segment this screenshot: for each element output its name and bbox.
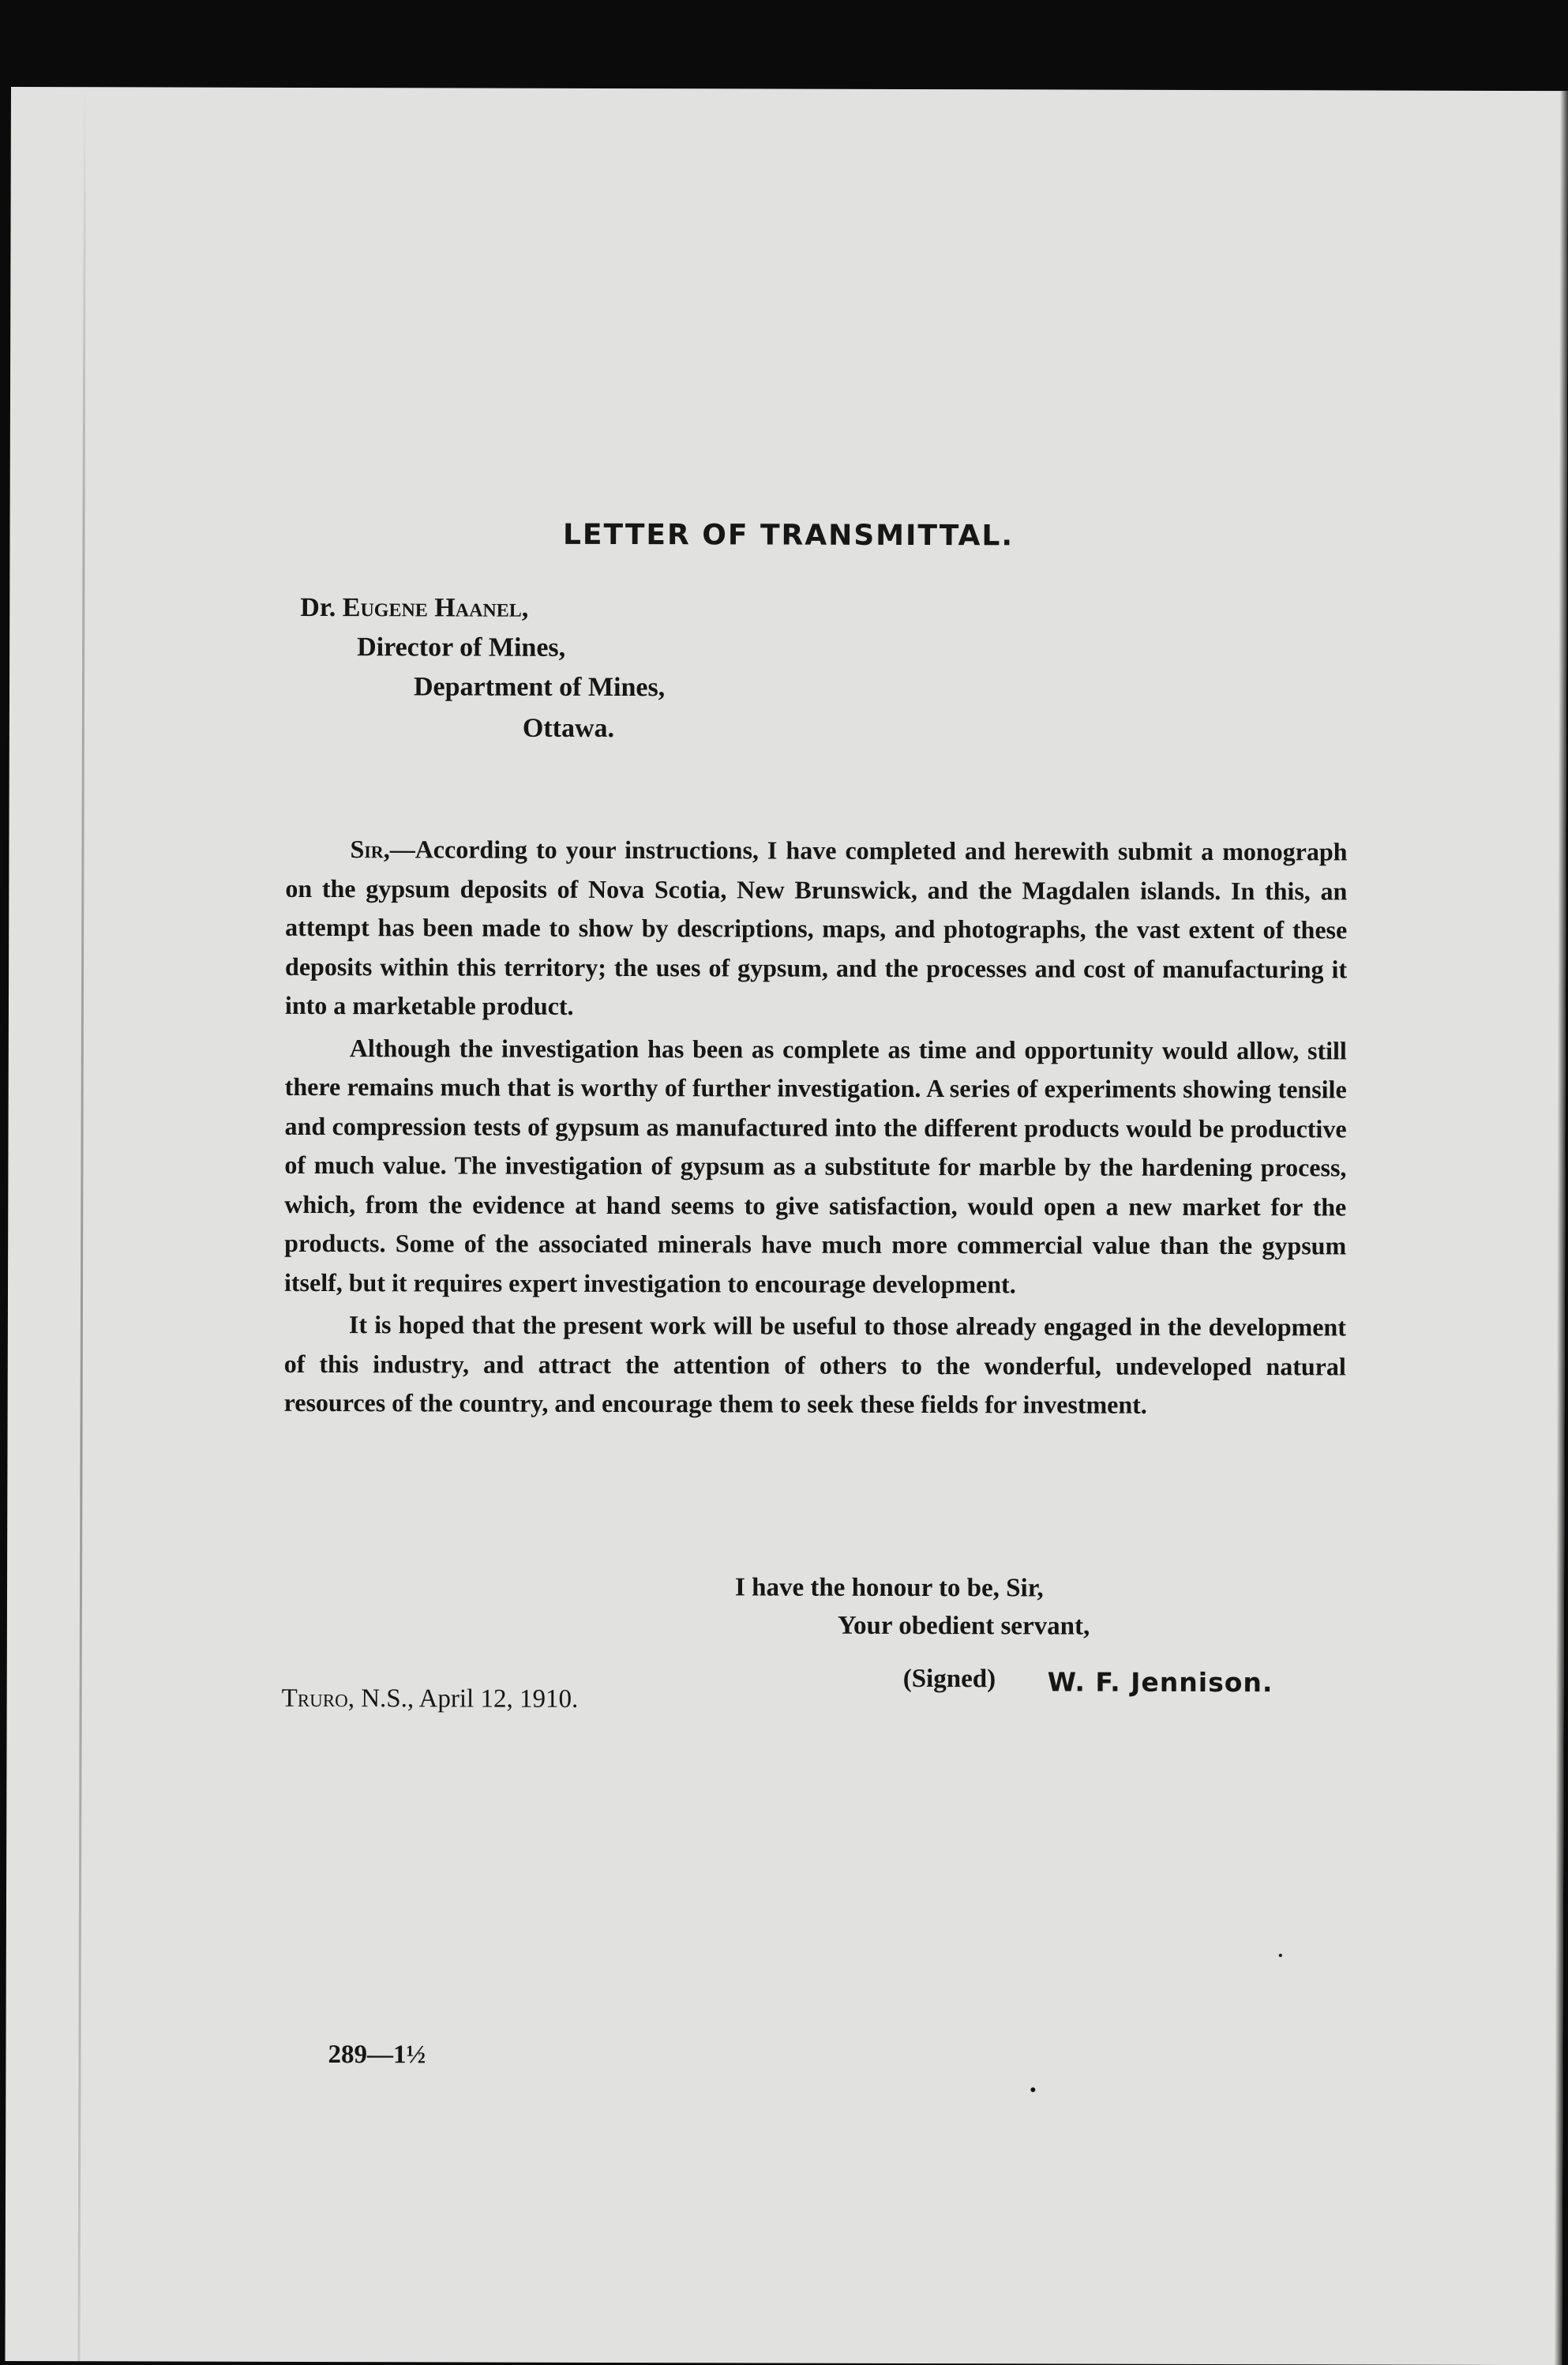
addressee-city: Ottawa. — [522, 713, 615, 744]
letter-body — [284, 830, 1348, 1425]
paragraph-2: Although the investigation has been as complete as time and opportunity would allow, still there remains much that is worthy of further investigation. A series of experiments showing tensile and compression tests of gypsum as manufactured into the different products would be productive of much value. The investigation of gypsum as a substitute for marble by the hardening process, which, from the evidence at hand seems to give satisfaction, would open a new market for the products. Some of the associated minerals have much more commercial value than the gypsum itself, but it requires expert investigation to encourage development. — [283, 1033, 1347, 1298]
print-speck — [1279, 1954, 1282, 1957]
signed-label: (Signed) — [902, 1664, 996, 1694]
page-marker: 289—1½ — [328, 2040, 426, 2070]
signer-name: W. F. Jennison. — [1047, 1666, 1274, 1699]
page-edge-shadow — [1554, 91, 1568, 2365]
page-fold-line — [77, 87, 86, 2361]
salutation: Sir, — [350, 835, 390, 864]
addressee-name: Dr. Eugene Haanel, — [300, 592, 529, 623]
document-page — [5, 87, 1568, 2365]
addressee-department: Department of Mines, — [413, 672, 666, 703]
paragraph-1: Sir,—According to your instructions, I have completed and herewith submit a monograph on the gypsum deposits of Nova Scotia, New Brunswick, and the Magdalen islands. In this, an attempt has been made to show by descriptions, maps, and photographs, the vast extent of these deposits within this territory; the uses of gypsum, and the processes and cost of manufacturing it into a marketable product. — [284, 835, 1348, 1020]
letter-title: LETTER OF TRANSMITTAL. — [562, 518, 1015, 553]
closing-line-1: I have the honour to be, Sir, — [734, 1573, 1044, 1603]
print-speck — [1030, 2087, 1035, 2092]
addressee-title: Director of Mines, — [357, 633, 566, 663]
closing-line-2: Your obedient servant, — [837, 1611, 1090, 1641]
place-date: Truro, N.S., April 12, 1910. — [281, 1684, 579, 1714]
paragraph-3: It is hoped that the present work will be useful to those already engaged in the development of this industry, and attract the attention of others to the wonderful, undeveloped natural resources of the country, and encourage them to seek these fields for investment. — [283, 1310, 1346, 1419]
